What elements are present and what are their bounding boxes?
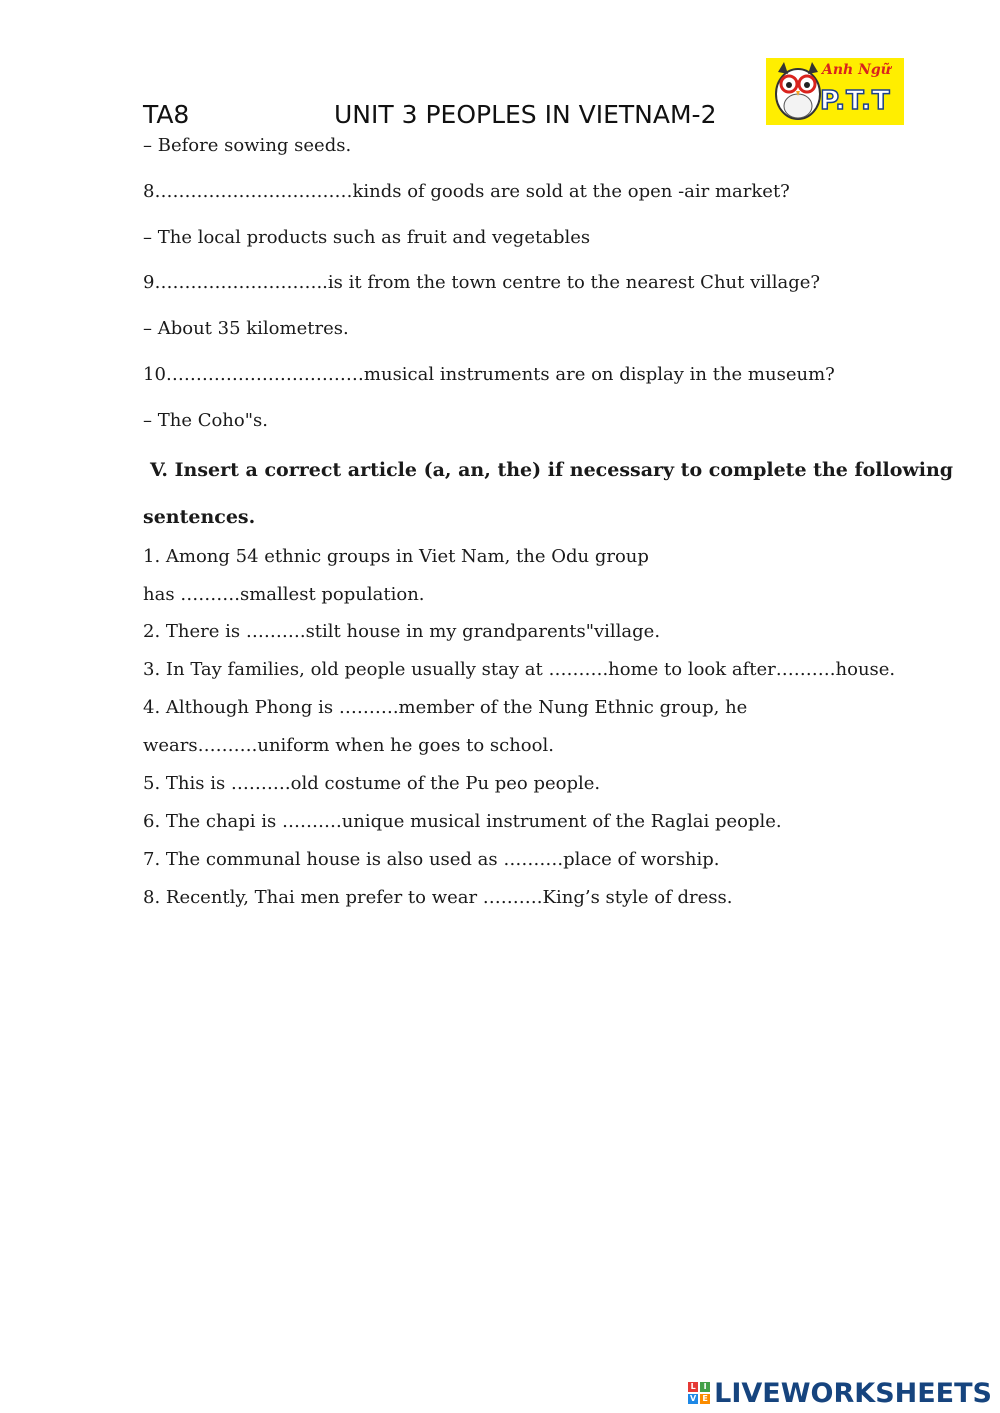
section-v-heading-cont: sentences.	[143, 506, 256, 528]
anh-ngu-ptt-logo	[766, 58, 904, 125]
exercise-line: 5. This is ……….old costume of the Pu peo people.	[143, 773, 601, 794]
brand-icon-letter: V	[690, 1394, 697, 1403]
brand-icon-letter: E	[700, 1394, 710, 1404]
exercise-line: 7. The communal house is also used as ……….place of worship.	[143, 849, 720, 870]
exercise-line: 6. The chapi is ……….unique musical instrument of the Raglai people.	[143, 811, 782, 832]
brand-name: LIVEWORKSHEETS	[714, 1377, 992, 1409]
question-line: 8……………………………kinds of goods are sold at the open -air market?	[143, 181, 790, 202]
logo-top-text: Anh Ngữ	[822, 62, 891, 78]
exercise-line: 4. Although Phong is ……….member of the Nung Ethnic group, he	[143, 697, 748, 718]
exercise-line: 3. In Tay families, old people usually stay at ……….home to look after……….house.	[143, 659, 896, 680]
brand-icon-letter: L	[688, 1382, 698, 1392]
question-line: 10……………………………musical instruments are on display in the museum?	[143, 364, 835, 385]
answer-line: – About 35 kilometres.	[143, 318, 349, 339]
page-title: UNIT 3 PEOPLES IN VIETNAM-2	[334, 100, 717, 129]
exercise-line: wears……….uniform when he goes to school.	[143, 735, 554, 756]
exercise-line: 1. Among 54 ethnic groups in Viet Nam, the Odu group	[143, 546, 649, 567]
logo-main-text: P.T.T	[820, 86, 891, 116]
liveworksheets-brand[interactable]	[688, 1378, 992, 1408]
exercise-line: 8. Recently, Thai men prefer to wear ……….King’s style of dress.	[143, 887, 733, 908]
answer-line: – Before sowing seeds.	[143, 135, 352, 156]
liveworksheets-logo-icon	[688, 1382, 710, 1404]
unit-code: TA8	[143, 100, 190, 129]
answer-line: – The Coho"s.	[143, 410, 268, 431]
brand-icon-letter: I	[700, 1382, 710, 1392]
exercise-line: 2. There is ……….stilt house in my grandparents"village.	[143, 621, 661, 642]
section-v-heading: V. Insert a correct article (a, an, the) if necessary to complete the following	[150, 459, 954, 481]
question-line: 9………………………..is it from the town centre to the nearest Chut village?	[143, 272, 821, 293]
answer-line: – The local products such as fruit and vegetables	[143, 227, 591, 248]
exercise-line: has ……….smallest population.	[143, 584, 425, 605]
